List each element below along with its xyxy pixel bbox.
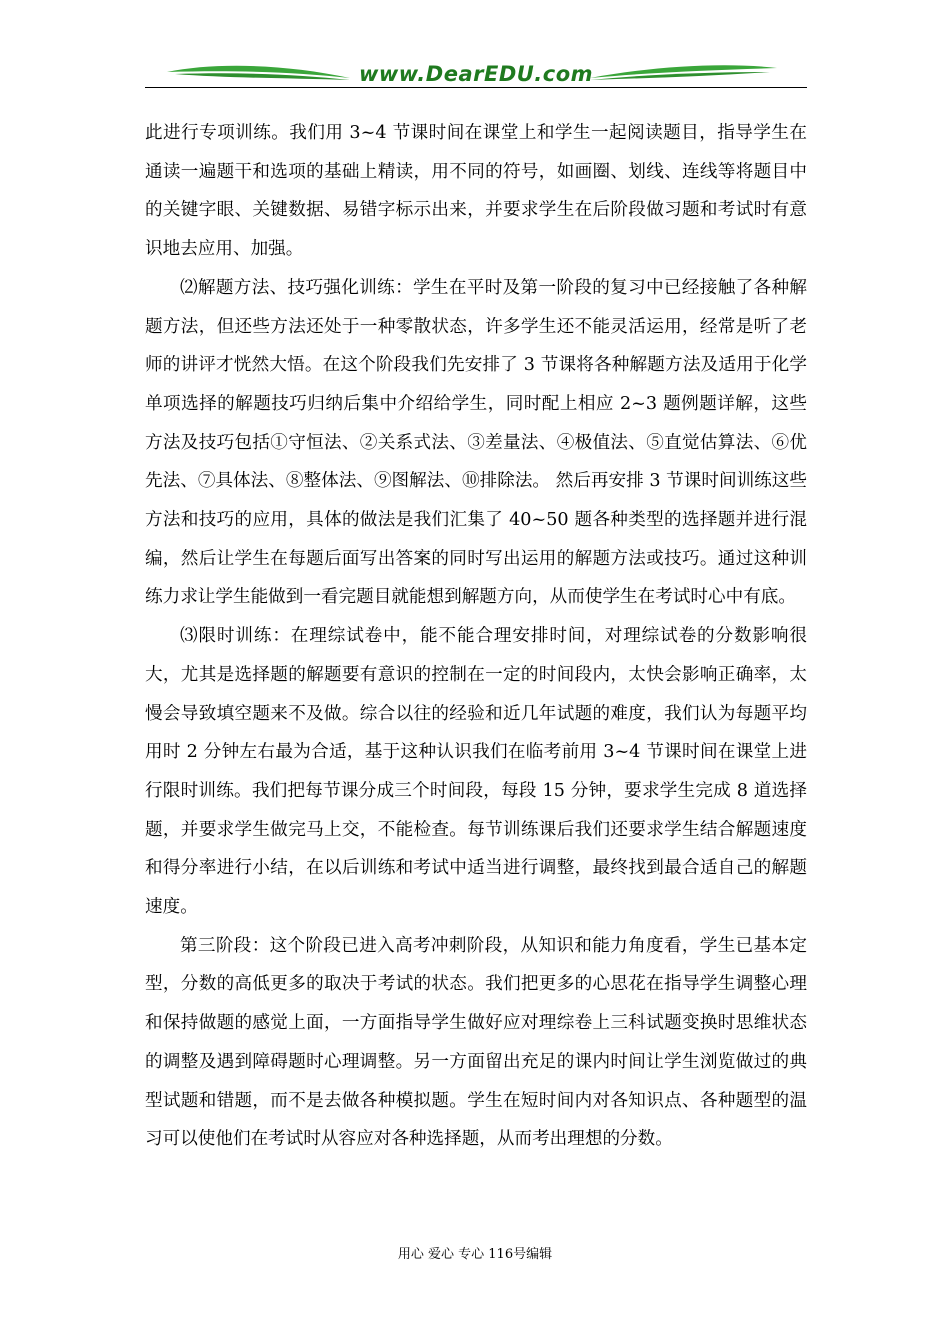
header-divider — [145, 87, 807, 88]
site-logo-text: www.DearEDU.com — [358, 62, 594, 86]
paragraph-1: 此进行专项训练。我们用 3~4 节课时间在课堂上和学生一起阅读题目，指导学生在通读一遍题干和选项的基础上精读，用不同的符号，如画圈、划线、连线等将题目中的关键字眼、关键数据、易错字标示出来，并要求学生在后阶段做习题和考试时有意识地去应用、加强。 — [145, 123, 807, 260]
paragraph-3: ⑶限时训练：在理综试卷中，能不能合理安排时间，对理综试卷的分数影响很大，尤其是选择题的解题要有意识的控制在一定的时间段内，太快会影响正确率，太慢会导致填空题来不及做。综合以往的经验和近几年试题的难度，我们认为每题平均用时 2 分钟左右最为合适，基于这种认识我们在临考前用 3~4 节课时间在课堂上进行限时训练。我们把每节课分成三个时间段，每段 15 分钟，要求学生完成 8 道选择题，并要求学生做完马上交，不能检查。每节训练课后我们还要求学生结合解题速度和得分率进行小结，在以后训练和考试中适当进行调整，最终找到最合适自己的解题速度。 — [145, 626, 807, 918]
paragraph-4: 第三阶段：这个阶段已进入高考冲刺阶段，从知识和能力角度看，学生已基本定型，分数的高低更多的取决于考试的状态。我们把更多的心思花在指导学生调整心理和保持做题的感觉上面，一方面指导学生做好应对理综卷上三科试题变换时思维状态的调整及遇到障碍题时心理调整。另一方面留出充足的课内时间让学生浏览做过的典型试题和错题，而不是去做各种模拟题。学生在短时间内对各知识点、各种题型的温习可以使他们在考试时从容应对各种选择题，从而考出理想的分数。 — [145, 935, 807, 1150]
paragraph-2: ⑵解题方法、技巧强化训练：学生在平时及第一阶段的复习中已经接触了各种解题方法，但还些方法还处于一种零散状态，许多学生还不能灵活运用，经常是听了老师的讲评才恍然大悟。在这个阶段我们先安排了 3 节课将各种解题方法及适用于化学单项选择的解题技巧归纳后集中介绍给学生，同时配上相应 2~3 题例题详解，这些方法及技巧包括①守恒法、②关系式法、③差量法、④极值法、⑤直觉估算法、⑥优先法、⑦具体法、⑧整体法、⑨图解法、⑩排除法。 然后再安排 3 节课时间训练这些方法和技巧的应用，具体的做法是我们汇集了 40~50 题各种类型的选择题并进行混编，然后让学生在每题后面写出答案的同时写出运用的解题方法或技巧。通过这种训练力求让学生能做到一看完题目就能想到解题方向，从而使学生在考试时心中有底。 — [145, 277, 807, 608]
page-footer: 用心 爱心 专心 116号编辑 — [397, 1247, 553, 1262]
document-body — [145, 114, 807, 1159]
